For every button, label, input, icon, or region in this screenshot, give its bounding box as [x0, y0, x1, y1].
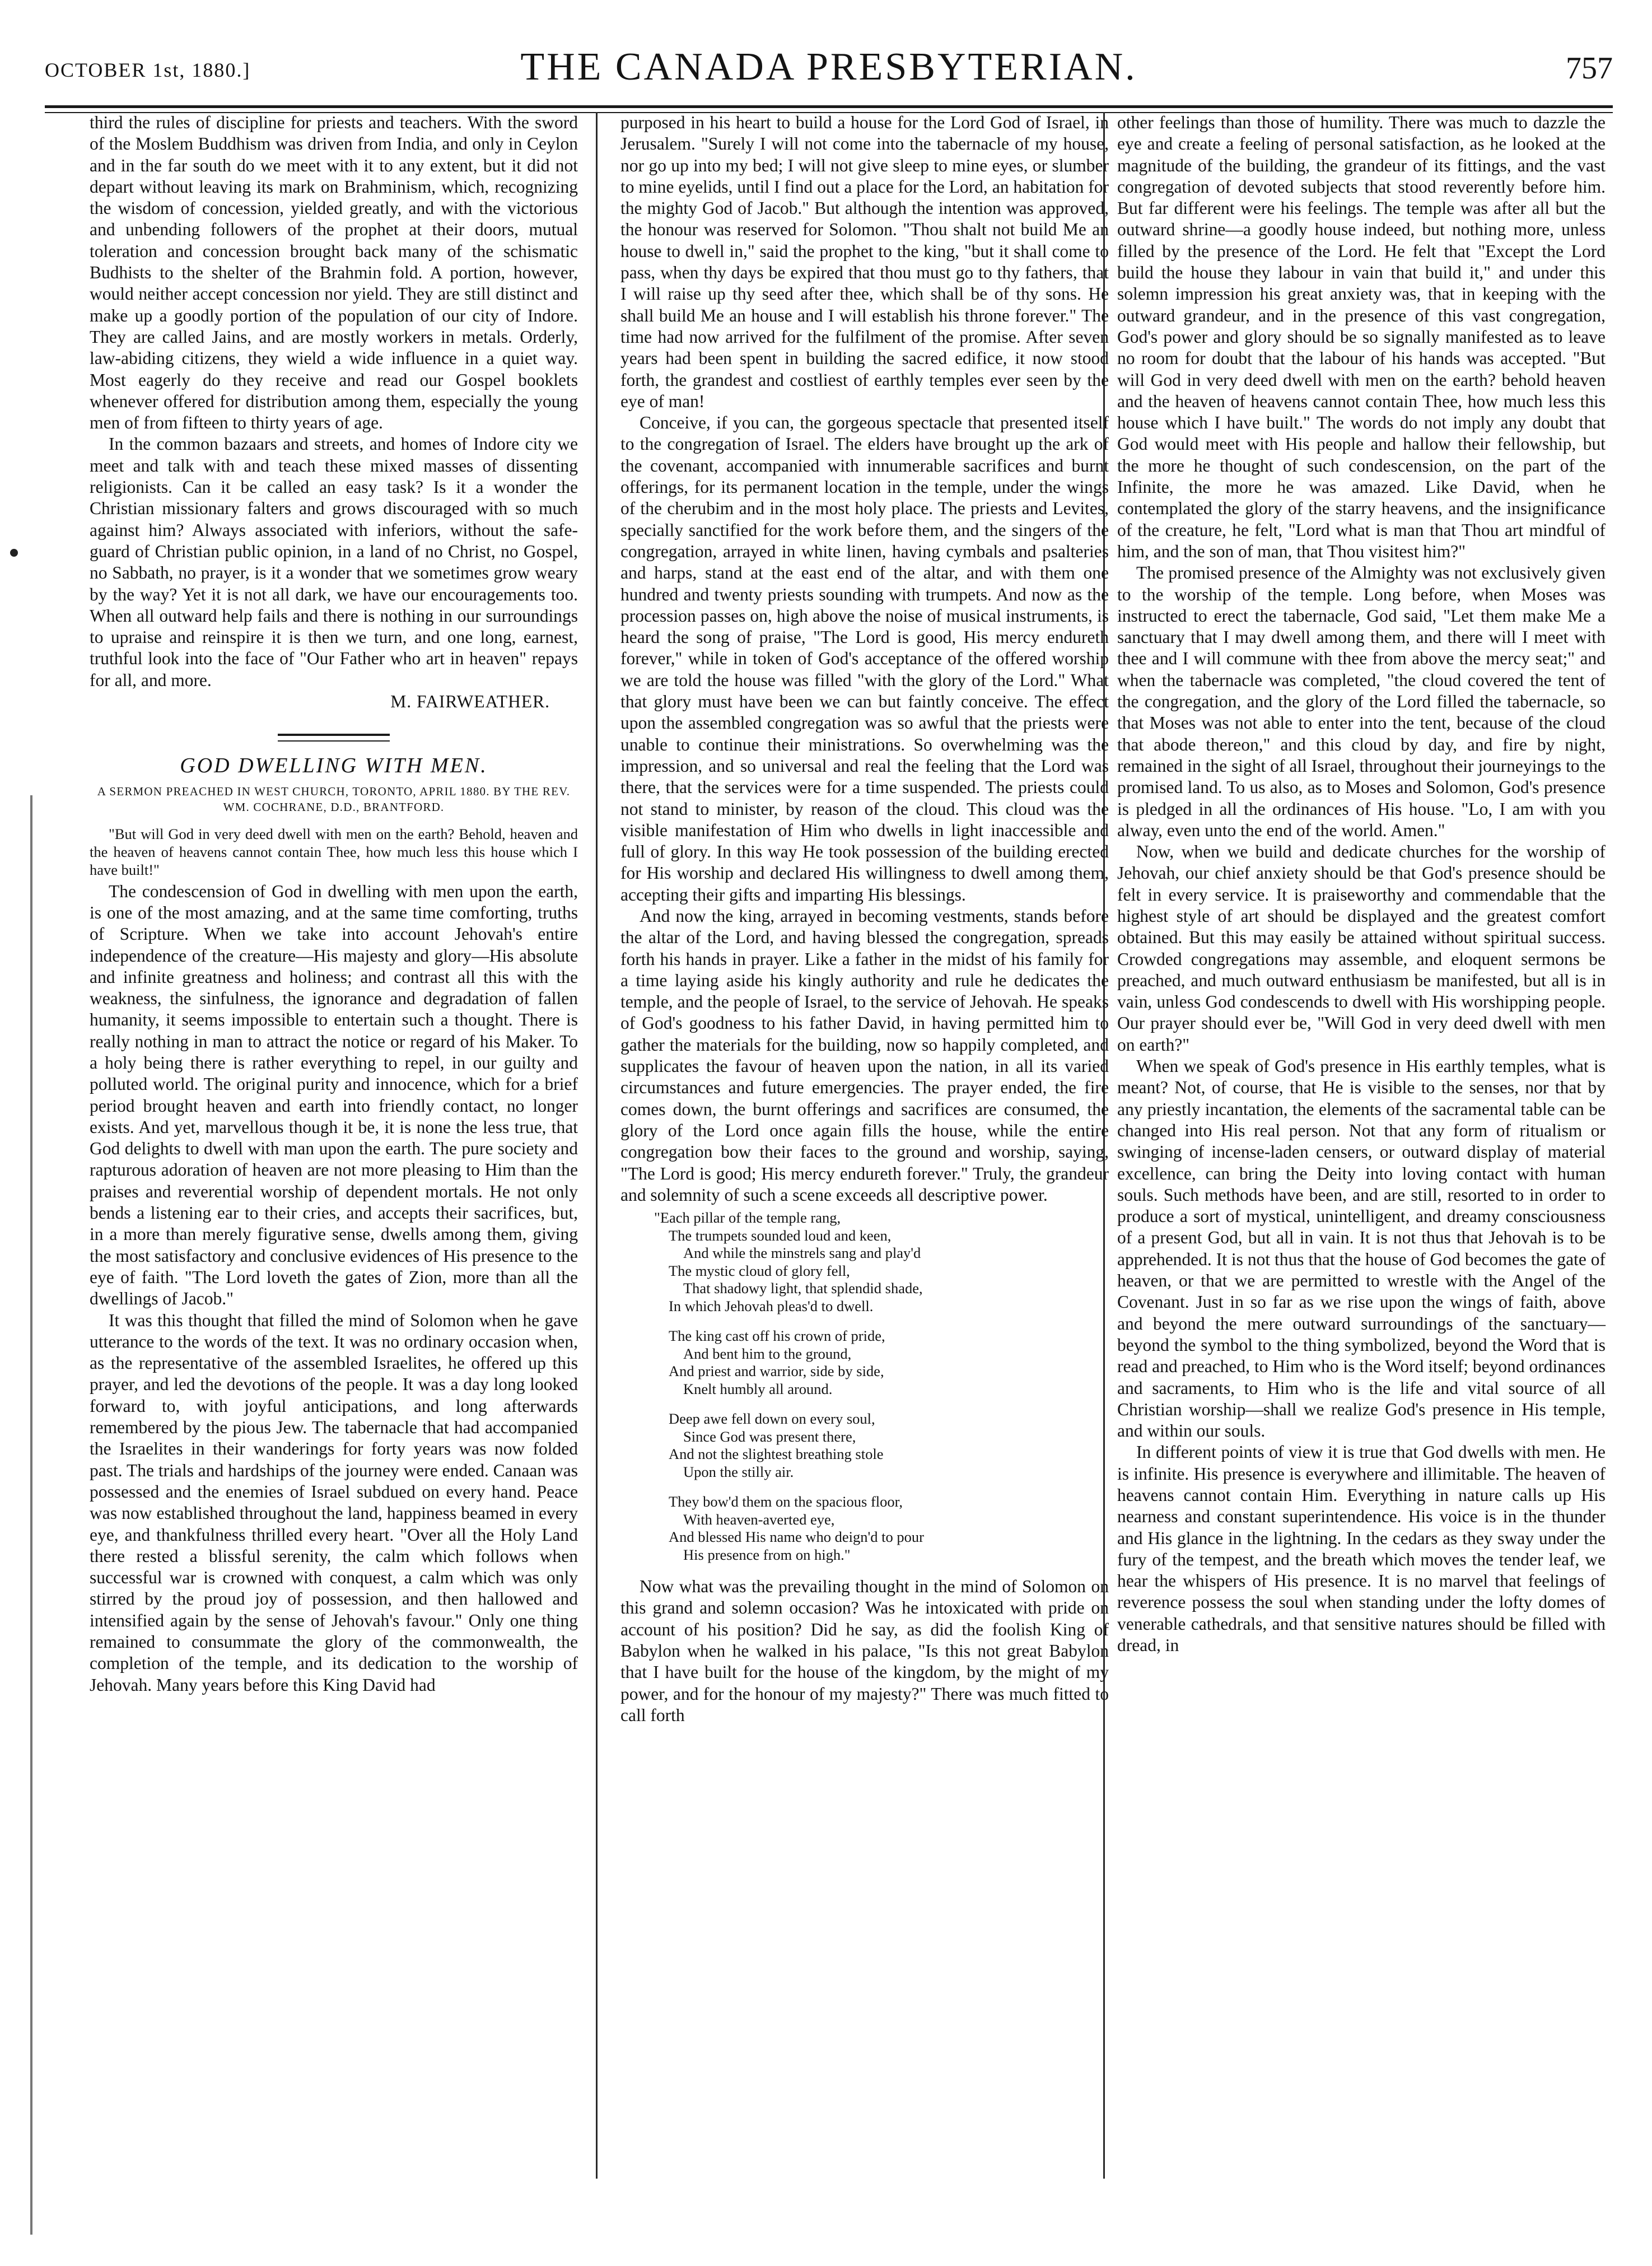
column-rule-1	[596, 112, 598, 2179]
page-header	[45, 39, 1613, 123]
poem-line: And while the minstrels sang and play'd	[683, 1244, 921, 1262]
column-left	[90, 112, 578, 2179]
sermon-paragraph: Now, when we build and dedicate churches for the worship of Jehovah, our chief anxiety should be that God's presence should be felt in every service. It is praiseworthy and commendable that the highest style of art should be displayed and the greatest comfort obtained. But this may easily be attained without spiritual success. Crowded congregations may assemble, and eloquent sermons be preached, and much outward enthusiasm be manifested, but all is in vain, unless God condescends to dwell with His worshipping people. Our prayer should ever be, "Will God in very deed dwell with men on earth?"	[1117, 842, 1606, 1055]
poem-line: His presence from on high."	[683, 1546, 851, 1563]
column-right	[1117, 112, 1606, 2179]
poem-line: "Each pillar of the temple rang,	[654, 1209, 841, 1227]
sermon-paragraph: Now what was the prevailing thought in the mind of Solomon on this grand and solemn occasion? Was he intoxicated with pride on account of his position? Did he say, as did the foolish King of Babylon when he walked in his palace, "Is this not great Babylon that I have built for the house of the kingdom, by the might of my power, and for the honour of my majesty?" There was much fitted to call forth	[620, 1577, 1109, 1725]
sermon-paragraph: other feelings than those of humility. There was much to dazzle the eye and create a feeling of personal satisfaction, as he looked at the magnitude of the building, the grandeur of its fittings, and the vast congregation of devoted subjects that stood reverently before him. But far different were his feelings. The temple was after all but the outward shrine—a goodly house indeed, but nothing more, unless filled by the presence of the Lord. He felt that "Except the Lord build the house they labour in vain that build it," and under this solemn impression his great anxiety was, that in keeping with the outward grandeur, and in the presence of this vast congregation, God's power and glory should be so signally manifested as to leave no room for doubt that the labour of his hands was accepted. "But will God in very deed dwell with men on the earth? behold heaven and the heaven of heavens cannot contain Thee, how much less this house which I have built." The words do not imply any doubt that God would meet with His people and hallow their fellowship, but the more he thought of such condescension, on the part of the Infinite, the more he was amazed. Like David, when he contemplated the glory of the starry heavens, and the insignificance of the creature, he felt, "Lord what is man that Thou art mindful of him, and the son of man, that Thou visitest him?"	[1117, 113, 1606, 561]
sermon-title: GOD DWELLING WITH MEN.	[180, 754, 488, 778]
poem-line: Since God was present there,	[683, 1428, 856, 1445]
poem-line: In which Jehovah pleas'd to dwell.	[669, 1297, 874, 1314]
poem-line: The king cast off his crown of pride,	[669, 1327, 885, 1345]
poem-line: Upon the stilly air.	[683, 1463, 794, 1480]
sermon-paragraph: And now the king, arrayed in becoming vestments, stands before the altar of the Lord, and having blessed the congregation, spreads forth his hands in prayer. Like a father in the midst of his family for a time laying aside his kingly authority and rule he dedicates the temple, and the people of Israel, to the service of Jehovah. He speaks of God's goodness to his father David, in having permitted him to gather the materials for the building, now so happily completed, and supplicates the favour of heaven upon the nation, in all its varied circumstances and future emergencies. The prayer ended, the fire comes down, the burnt offerings and sacrifices are consumed, the glory of the Lord once again fills the house, while the entire congregation bow their faces to the ground and worship, saying, "The Lord is good; His mercy endureth forever." Truly, the grandeur and solemnity of such a scene exceeds all descriptive power.	[620, 906, 1109, 1205]
poem-stanza	[654, 1493, 1109, 1564]
poem-line: And blessed His name who deign'd to pour	[669, 1528, 924, 1546]
sermon-scripture-text: "But will God in very deed dwell with men on the earth? Behold, heaven and the heaven of heavens cannot contain Thee, how much less this house which I have built!"	[90, 825, 578, 878]
author-signature: M. FAIRWEATHER.	[390, 692, 550, 712]
sermon-paragraph: Conceive, if you can, the gorgeous spectacle that presented itself to the congregation of Israel. The elders have brought up the ark of the covenant, accompanied with innumerable sacrifices and burnt offerings, for its permanent location in the temple, under the wings of the cherubim and in the most holy place. The priests and Levites, specially sanctified for the work before them, and the singers of the congregation, arrayed in white linen, having cymbals and psalteries and harps, stand at the east end of the altar, and with them one hundred and twenty priests sounding with trumpets. And now as the procession passes on, high above the noise of musical instruments, is heard the song of praise, "The Lord is good, His mercy endureth forever," while in token of God's acceptance of the offered worship we are told the house was filled "with the glory of the Lord." What that glory must have been we can but faintly conceive. The effect upon the assembled congregation was so awful that the priests were unable to continue their ministrations. So overwhelming was the impression, and so universal and real the feeling that the Lord was there, that the services were for a time suspended. The priests could not stand to minister, by reason of the cloud. This cloud was the visible manifestation of Him who dwells in light inaccessible and full of glory. In this way He took possession of the building erected for His worship and declared His willingness to dwell among them, accepting their gifts and imparting His blessings.	[620, 413, 1109, 904]
poem-line: With heaven-averted eye,	[683, 1510, 835, 1528]
poem-line: That shadowy light, that splendid shade,	[683, 1280, 923, 1297]
sermon-paragraph: When we speak of God's presence in His earthly temples, what is meant? Not, of course, that He is visible to the senses, nor that by any priestly incantation, the elements of the sacramental table can be changed into His real person. Not that any form of ritualism or swinging of incense-laden censers, or outward display of material excellence, can bring the Deity into loving contact with human souls. Such methods have been, and are still, resorted to in order to produce a sort of mystical, unintelligent, and dreamy consciousness of a present God, but all in vain. It is not thus that Jehovah is to be apprehended. It is not thus that the house of God becomes the gate of heaven, or that we are permitted to wrestle with the Angel of the Covenant. Just in so far as we rise upon the wings of faith, above and beyond the mere outward surroundings of the sanctuary—beyond the symbol to the thing symbolized, beyond the Word that is read and preached, to Him who is the Word itself; beyond ordinances and sacraments, to Him who is the life and vital source of all Christian worship—shall we realize God's presence in His temple, and within our souls.	[1117, 1056, 1606, 1441]
poem-line: Deep awe fell down on every soul,	[669, 1410, 875, 1428]
poem-line: The trumpets sounded loud and keen,	[669, 1227, 892, 1244]
sermon-paragraph: It was this thought that filled the mind of Solomon when he gave utterance to the words of the text. It was no ordinary occasion when, as the representative of the assembled Israelites, he offered up this prayer, and led the devotions of the people. It was a day long looked forward to, with joyful anticipations, and long afterwards remembered by the pious Jew. The tabernacle that had accompanied the Israelites in their wanderings for forty years was now folded past. The trials and hardships of the journey were ended. Canaan was possessed and the enemies of Israel subdued on every hand. Peace was now established throughout the land, happiness beamed in every eye, and thankfulness thrilled every heart. "Over all the Holy Land there rested a blissful serenity, the calm which follows when successful war is crowned with conquest, a calm which was only stirred by the proud joy of possession, and then hallowed and intensified again by the sense of Jehovah's favour." Only one thing remained to consummate the glory of the commonwealth, the completion of the temple, and its dedication to the worship of Jehovah. Many years before this King David had	[90, 1310, 578, 1695]
poem-line: The mystic cloud of glory fell,	[669, 1262, 850, 1279]
header-rule-thick	[45, 105, 1613, 108]
article-paragraph: third the rules of discipline for priests and teachers. With the sword of the Moslem Buddhism was driven from India, and only in Ceylon and in the far south do we meet with it to any extent, but it did not depart without leaving its mark on Brahminism, which, recognizing the wisdom of concession, yielded greatly, and with the victorious and unbending followers of the prophet at their doors, mutual toleration and concession brought back many of the schismatic Budhists to the shelter of the Brahmin fold. A portion, however, would neither accept concession nor yield. They are still distinct and make up a goodly portion of the population of our city of Indore. They are called Jains, and are mostly workers in metals. Orderly, law-abiding citizens, they wield a wide influence in a quiet way. Most eagerly do they receive and read our Gospel booklets whenever offered for distribution among them, especially the young men of from fifteen to thirty years of age.	[90, 113, 578, 433]
poem-line: They bow'd them on the spacious floor,	[669, 1493, 903, 1510]
section-divider	[278, 734, 390, 742]
masthead-title: THE CANADA PRESBYTERIAN.	[520, 45, 1137, 88]
poem-stanza	[654, 1209, 1109, 1315]
poem-line: And not the slightest breathing stole	[669, 1446, 884, 1463]
margin-scan-line	[30, 795, 32, 2235]
sermon-byline: A SERMON PREACHED IN WEST CHURCH, TORONTO, APRIL 1880. BY THE REV. WM. COCHRANE, D.D., BRANTFORD.	[97, 784, 571, 814]
column-middle	[620, 112, 1109, 2179]
issue-date: OCTOBER 1st, 1880.]	[45, 59, 251, 81]
sermon-paragraph: The condescension of God in dwelling with men upon the earth, is one of the most amazing, and at the same time comforting, truths of Scripture. When we take into account Jehovah's entire independence of the creature—His majesty and glory—His absolute and infinite greatness and holiness; and contrast all this with the weakness, the sinfulness, the ignorance and degradation of fallen humanity, it seems impossible to entertain such a thought. There is really nothing in man to attract the notice or regard of his Maker. To a holy being there is rather everything to repel, in our guilty and polluted world. The original purity and innocence, which for a brief period brought heaven and earth into friendly contact, no longer exists. And yet, marvellous though it be, it is none the less true, that God delights to dwell with man upon the earth. The pure society and rapturous adoration of heaven are not more pleasing to Him than the praises and reverential worship of dependent mortals. He not only bends a listening ear to their cries, and accepts their sacrifices, but, in a more than merely figurative sense, dwells among them, giving the most satisfactory and conclusive evidences of His presence to the eye of faith. "The Lord loveth the gates of Zion, more than all the dwellings of Jacob."	[90, 881, 578, 1309]
sermon-paragraph: purposed in his heart to build a house for the Lord God of Israel, in Jerusalem. "Surely I will not come into the tabernacle of my house, nor go up into my bed; I will not give sleep to mine eyes, or slumber to mine eyelids, until I find out a place for the Lord, an habitation for the mighty God of Jacob." But although the intention was approved, the honour was reserved for Solomon. "Thou shalt not build Me an house to dwell in," said the prophet to the king, "but it shall come to pass, when thy days be expired that thou must go to thy fathers, that I will raise up thy seed after thee, which shall be of thy sons. He shall build Me an house and I will establish his throne forever." The time had now arrived for the fulfilment of the promise. After seven years had been spent in building the sacred edifice, it now stood forth, the grandest and costliest of earthly temples ever seen by the eye of man!	[620, 113, 1109, 411]
margin-ink-dot	[10, 549, 18, 557]
article-paragraph: In the common bazaars and streets, and homes of Indore city we meet and talk with and teach these mixed masses of dissenting religionists. Can it be called an easy task? Is it a wonder the Christian missionary falters and grows discouraged with so much against him? Always associated with inferiors, without the safe-guard of Christian public opinion, in a land of no Christ, no Gospel, no Sabbath, no prayer, is it a wonder that we sometimes grow weary by the way? Yet it is not all dark, we have our encouragements too. When all outward help fails and there is nothing in our surroundings to upraise and reinspire it is then we turn, and one long, earnest, truthful look into the face of "Our Father who art in heaven" repays for all, and more.	[90, 434, 578, 690]
page-number: 757	[1566, 51, 1613, 86]
poem-stanza	[654, 1410, 1109, 1481]
poem-quotation	[654, 1209, 1109, 1564]
poem-line: And priest and warrior, side by side,	[669, 1363, 884, 1380]
poem-stanza	[654, 1327, 1109, 1398]
poem-line: And bent him to the ground,	[683, 1345, 852, 1362]
sermon-paragraph: In different points of view it is true that God dwells with men. He is infinite. His presence is everywhere and illimitable. The heaven of heavens cannot contain Him. Everything in nature calls up His nearness and constant superintendence. His voice is in the thunder and His glance in the lightning. In the cedars as they sway under the fury of the tempest, and the breath which moves the tender leaf, we hear the whispers of His presence. It is no marvel that feelings of reverence possess the soul when standing under the lofty domes of venerable cathedrals, and that sensitive natures should be filled with dread, in	[1117, 1442, 1606, 1656]
sermon-paragraph: The promised presence of the Almighty was not exclusively given to the worship of the temple. Long before, when Moses was instructed to erect the tabernacle, God said, "Let them make Me a sanctuary that I may dwell among them, and there will I meet with thee and I will commune with thee from above the mercy seat;" and when the tabernacle was completed, "the cloud covered the tent of the congregation, and the glory of the Lord filled the tabernacle, so that Moses was not able to enter into the tent, because of the cloud that abode thereon," and this cloud by day, and fire by night, remained in the sight of all Israel, throughout their journeyings to the promised land. To us also, as to Moses and Solomon, God's presence is pledged in all the ordinances of His house. "Lo, I am with you alway, even unto the end of the world. Amen."	[1117, 563, 1606, 840]
poem-line: Knelt humbly all around.	[683, 1380, 833, 1397]
